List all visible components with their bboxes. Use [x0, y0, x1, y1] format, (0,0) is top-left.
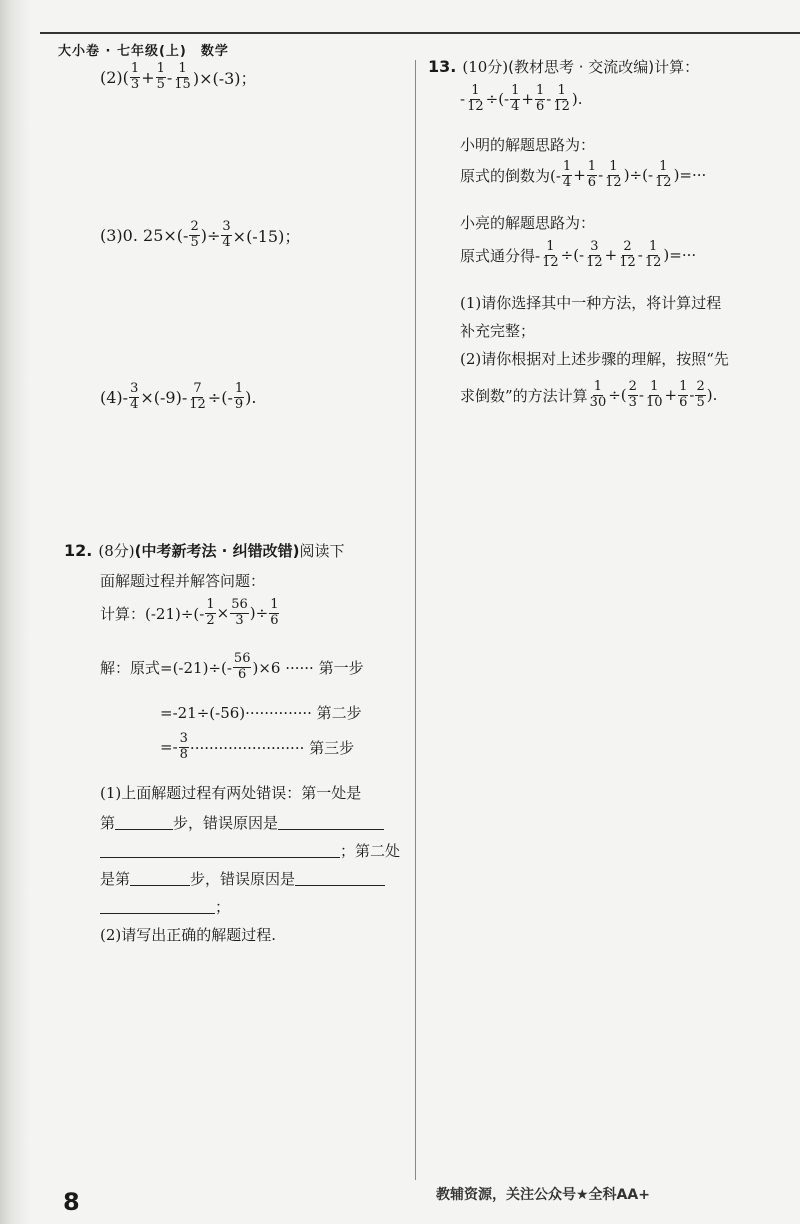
fraction-part: 1: [557, 83, 566, 98]
math-text: ÷(-: [207, 387, 233, 407]
fraction: [589, 380, 608, 411]
fraction: [585, 240, 604, 271]
fraction-part: 2: [623, 239, 632, 254]
math-text: 阅读下: [299, 542, 345, 560]
math-text: ；: [215, 898, 231, 916]
fraction: [129, 382, 139, 413]
fraction: [645, 380, 664, 411]
q12-part1-line3: [100, 840, 400, 861]
fraction-part: 56: [231, 597, 248, 612]
fraction-part: 5: [156, 76, 165, 92]
fraction: [230, 598, 249, 629]
math-text: -: [689, 386, 695, 405]
fraction-part: 12: [619, 254, 636, 270]
fraction-part: 12: [553, 98, 570, 114]
math-text: -: [637, 246, 643, 265]
fraction-part: 5: [190, 234, 199, 250]
math-text: 步，错误原因是: [173, 814, 279, 832]
math-text: 解：原式=(-21)÷(-: [100, 658, 232, 677]
fraction-part: 1: [659, 159, 668, 174]
fraction: [130, 62, 140, 93]
answer-blank[interactable]: [100, 843, 340, 858]
math-text: +: [573, 166, 586, 185]
fraction-part: 1: [587, 159, 597, 174]
math-text: 步，错误原因是: [190, 870, 296, 888]
fraction-part: 4: [562, 174, 572, 190]
answer-blank[interactable]: [130, 871, 190, 886]
fraction: [221, 220, 231, 251]
fraction-part: 3: [130, 76, 140, 92]
fraction-part: 30: [589, 394, 607, 410]
math-text: 求倒数”的方法计算: [460, 386, 588, 405]
fraction-part: 10: [646, 394, 663, 410]
fraction-part: 12: [644, 254, 662, 270]
math-text: (2)请你根据对上述步骤的理解，按照“先: [460, 350, 729, 368]
fraction: [179, 732, 189, 763]
math-text: 计算：: [654, 58, 700, 76]
fraction-part: 1: [178, 61, 187, 76]
math-text: 小明的解题思路为：: [460, 136, 596, 154]
fraction-part: 1: [270, 597, 279, 612]
fraction: [654, 160, 673, 191]
q12-part1-line1: [100, 782, 361, 803]
fraction-part: 3: [179, 731, 188, 746]
math-text: )×6 ······ 第一步: [252, 658, 364, 677]
q13-heading: [428, 56, 699, 77]
page-number: 8: [63, 1188, 80, 1216]
math-text: ························ 第三步: [189, 738, 355, 757]
fraction-part: 1: [562, 159, 572, 174]
question-number: 13.: [428, 57, 457, 76]
fraction-part: 9: [234, 396, 244, 412]
fraction-part: 1: [156, 61, 165, 76]
math-text: +: [521, 90, 534, 109]
math-text: 第: [100, 814, 116, 832]
fraction: [644, 240, 663, 271]
q12-intro: [100, 570, 265, 591]
q11-part4: [100, 382, 256, 413]
fraction-part: 56: [233, 651, 251, 666]
math-text: (3)0. 25×(-: [100, 225, 189, 245]
q12-part1-line4: [100, 868, 385, 889]
fraction: [541, 240, 560, 271]
math-text: 补充完整；: [460, 322, 536, 340]
fraction-part: 1: [650, 379, 659, 394]
question-tag: (中考新考法 · 纠错改错): [134, 542, 300, 560]
fraction-part: 12: [189, 396, 206, 412]
math-text: )÷: [249, 604, 269, 623]
fraction-part: 1: [649, 239, 658, 254]
math-text: -: [638, 386, 644, 405]
fraction: [234, 382, 244, 413]
fraction: [604, 160, 623, 191]
fraction-part: 12: [655, 174, 672, 190]
fraction: [205, 598, 215, 629]
fraction-part: 1: [546, 239, 555, 254]
math-text: )=···: [663, 246, 697, 265]
q13-xiaoliang-title: [460, 212, 595, 233]
fraction: [233, 652, 252, 683]
fraction-part: 1: [535, 83, 545, 98]
fraction-part: 1: [206, 597, 215, 612]
math-text: ×(-9)-: [140, 387, 188, 407]
fraction-part: 12: [542, 254, 559, 270]
fraction-part: 6: [535, 98, 545, 114]
math-text: ×(-15)；: [232, 226, 301, 246]
math-text: (2)请写出正确的解题过程.: [100, 926, 277, 944]
math-text: -: [166, 67, 173, 87]
fraction: [156, 62, 166, 93]
fraction-part: 6: [238, 666, 247, 682]
fraction-part: 12: [605, 174, 622, 190]
fraction-part: 7: [193, 381, 202, 396]
q11-part3: [100, 220, 300, 251]
answer-blank[interactable]: [278, 815, 384, 830]
fraction: [188, 382, 207, 413]
math-text: (1)上面解题过程有两处错误：第一处是: [100, 784, 362, 802]
fraction-part: 3: [590, 239, 599, 254]
fraction-part: 15: [174, 76, 191, 92]
math-text: )×(-3)；: [192, 68, 257, 88]
fraction: [618, 240, 637, 271]
q13-part1-line1: [460, 292, 721, 313]
q12-part2: [100, 924, 276, 945]
fraction-part: 6: [270, 612, 279, 628]
fraction-part: 1: [511, 83, 520, 98]
math-text: ÷(: [608, 386, 627, 405]
fraction-part: 4: [222, 234, 231, 250]
fraction: [173, 62, 192, 93]
fraction-part: 2: [190, 219, 199, 234]
math-text: )÷: [200, 225, 221, 245]
math-text: 面解题过程并解答问题：: [100, 572, 266, 590]
q13-xiaoming-title: [460, 134, 595, 155]
fraction-part: 1: [234, 381, 244, 396]
fraction-part: 1: [593, 379, 603, 394]
fraction-part: 6: [587, 174, 597, 190]
math-text: ).: [245, 387, 257, 407]
q13-expr: [460, 84, 583, 115]
fraction-part: 4: [130, 396, 139, 412]
question-number: 12.: [64, 541, 93, 560]
fraction-part: 12: [467, 98, 484, 114]
math-text: -: [546, 90, 552, 109]
math-text: (10分): [462, 58, 509, 76]
fraction-part: 3: [222, 219, 231, 234]
header-rule: [40, 32, 800, 34]
page-binding-edge: [0, 0, 30, 1224]
math-text: (2)(: [100, 67, 129, 87]
fraction-part: 2: [628, 379, 637, 394]
footer-note: 教辅资源，关注公众号★全科AA+: [436, 1187, 650, 1203]
math-text: 原式通分得-: [460, 246, 541, 265]
fraction-part: 3: [130, 381, 139, 396]
math-text: +: [604, 246, 618, 265]
q13-part1-line2: [460, 320, 535, 341]
math-text: 计算：(-21)÷(-: [100, 604, 205, 623]
q13-part2-line2: [460, 380, 717, 411]
fraction: [562, 160, 572, 191]
math-text: +: [141, 67, 155, 87]
q12-step2: [160, 702, 362, 723]
math-text: ÷(-: [560, 246, 585, 265]
fraction: [695, 380, 705, 411]
math-text: ).: [571, 90, 583, 109]
fraction-part: 1: [471, 83, 480, 98]
math-text: )=···: [673, 166, 707, 185]
q13-part2-line1: [460, 348, 729, 369]
fraction-part: 12: [586, 254, 603, 270]
answer-blank[interactable]: [115, 815, 173, 830]
fraction: [466, 84, 485, 115]
question-tag: (教材思考 · 交流改编): [508, 58, 655, 76]
math-text: (1)请你选择其中一种方法，将计算过程: [460, 294, 722, 312]
math-text: ×: [216, 604, 230, 623]
math-text: 是第: [100, 870, 131, 888]
answer-blank[interactable]: [295, 871, 385, 886]
fraction: [628, 380, 638, 411]
math-text: +: [664, 386, 678, 405]
fraction: [269, 598, 279, 629]
q13-xiaoliang-step: [460, 240, 696, 271]
subject-label: 数学: [200, 44, 229, 59]
answer-blank[interactable]: [100, 899, 215, 914]
fraction: [535, 84, 545, 115]
q13-xiaoming-step: [460, 160, 706, 191]
math-text: )÷(-: [623, 166, 654, 185]
math-text: ).: [706, 386, 718, 405]
q11-part2: [100, 62, 257, 93]
fraction-part: 3: [628, 394, 637, 410]
fraction-part: 1: [679, 379, 688, 394]
q12-heading: [64, 540, 344, 561]
math-text: ；第二处: [340, 842, 401, 860]
math-text: 原式的倒数为(-: [460, 166, 561, 185]
math-text: -: [598, 166, 604, 185]
fraction: [510, 84, 520, 115]
math-text: ÷(-: [485, 90, 510, 109]
fraction: [189, 220, 199, 251]
q12-part1-line2: [100, 812, 384, 833]
fraction: [552, 84, 571, 115]
math-text: 小亮的解题思路为：: [460, 214, 596, 232]
fraction: [587, 160, 597, 191]
q12-calc: [100, 598, 280, 629]
page-header: [58, 40, 229, 59]
fraction-part: 4: [511, 98, 520, 114]
book-title: 大小卷 · 七年级(上): [58, 44, 187, 59]
q12-step1: [100, 652, 364, 683]
fraction-part: 1: [130, 61, 140, 76]
fraction-part: 6: [679, 394, 688, 410]
math-text: (4)-: [100, 387, 129, 407]
fraction-part: 1: [609, 159, 618, 174]
math-text: -: [460, 90, 466, 109]
fraction-part: 3: [235, 612, 244, 628]
fraction: [678, 380, 688, 411]
math-text: (8分): [98, 542, 135, 560]
q12-step3: [160, 732, 354, 763]
fraction-part: 5: [696, 394, 705, 410]
q12-part1-line5: [100, 896, 230, 917]
fraction-part: 8: [179, 746, 188, 762]
fraction-part: 2: [206, 612, 215, 628]
math-text: =-21÷(-56)·············· 第二步: [160, 704, 362, 722]
fraction-part: 2: [696, 379, 705, 394]
column-divider: [415, 60, 416, 1180]
math-text: =-: [160, 738, 178, 757]
